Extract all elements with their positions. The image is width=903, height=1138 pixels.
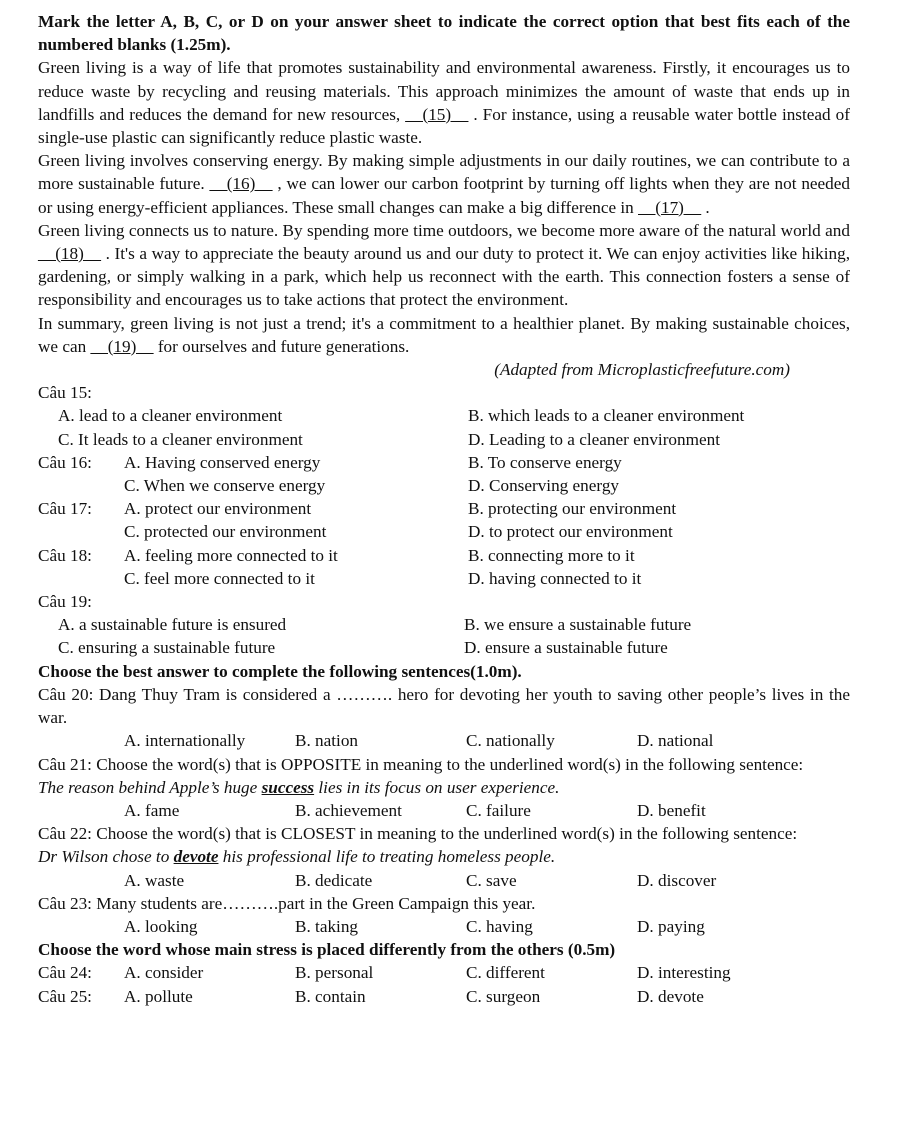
q22-option-b[interactable]: B. dedicate — [295, 870, 373, 890]
section1-heading: Mark the letter A, B, C, or D on your answer sheet to indicate the correct option that best fits each of the numbered blanks (1.25m). — [38, 12, 850, 55]
p4-text-a: In summary, green living is not just a trend; it's a commitment to a healthier planet. By making sustainable choices, we can — [38, 313, 850, 356]
q17-option-b[interactable]: B. protecting our environment — [468, 499, 677, 519]
q19-option-c[interactable]: C. ensuring a sustainable future — [58, 638, 276, 658]
q19-option-b[interactable]: B. we ensure a sustainable future — [464, 615, 692, 635]
section3-heading: Choose the word whose main stress is placed differently from the others (0.5m) — [38, 940, 616, 960]
q20-option-b[interactable]: B. nation — [295, 731, 359, 751]
q15-option-a[interactable]: A. lead to a cleaner environment — [58, 406, 283, 426]
q22-sentence-b: his professional life to treating homeless people. — [218, 847, 556, 867]
p2-text-b: , we can lower our carbon footprint by turning off lights when they are not needed or using energy-efficient appliances. These small changes can make a big difference in — [38, 174, 851, 217]
q21-option-c[interactable]: C. failure — [466, 800, 531, 820]
q25-label: Câu 25: — [38, 986, 92, 1006]
q24-option-d[interactable]: D. interesting — [637, 963, 731, 983]
p4-text-b: for ourselves and future generations. — [153, 336, 410, 356]
q20-option-c[interactable]: C. nationally — [466, 731, 555, 751]
q18-row1 — [38, 544, 850, 567]
q24-option-a[interactable]: A. consider — [124, 963, 204, 983]
q16-option-c[interactable]: C. When we conserve energy — [124, 476, 326, 496]
passage-paragraph-2 — [38, 149, 850, 219]
q21-option-b[interactable]: B. achievement — [295, 800, 402, 820]
q23-option-b[interactable]: B. taking — [295, 916, 359, 936]
q16-option-d[interactable]: D. Conserving energy — [468, 476, 620, 496]
q23-stem: Câu 23: Many students are……….part in the Green Campaign this year. — [38, 893, 536, 913]
q25-option-b[interactable]: B. contain — [295, 986, 366, 1006]
q15-option-d[interactable]: D. Leading to a cleaner environment — [468, 429, 720, 449]
blank-18: __(18)__ — [38, 244, 102, 264]
q23-option-d[interactable]: D. paying — [637, 916, 705, 936]
passage-paragraph-1 — [38, 56, 850, 149]
q25-option-a[interactable]: A. pollute — [124, 986, 193, 1006]
q19-option-d[interactable]: D. ensure a sustainable future — [464, 638, 668, 658]
p3-text-b: . It's a way to appreciate the beauty around us and our duty to protect it. We can enjoy activities like hiking, gardening, or simply walking in a park, which help us reconnect with the earth. This connection fosters a sense of responsibility and encourages us to take actions that protect the environment. — [38, 244, 850, 310]
q20-option-d[interactable]: D. national — [637, 731, 714, 751]
q18-option-a[interactable]: A. feeling more connected to it — [124, 545, 338, 565]
q21-underlined-word: success — [261, 777, 315, 797]
q22-sentence — [38, 845, 850, 868]
q15-options-row1 — [38, 404, 850, 427]
p3-text-a: Green living connects us to nature. By spending more time outdoors, we become more aware of the natural world and — [38, 220, 850, 240]
q23-option-c[interactable]: C. having — [466, 916, 533, 936]
q21-stem: Câu 21: Choose the word(s) that is OPPOSITE in meaning to the underlined word(s) in the following sentence: — [38, 754, 804, 774]
q16-row2 — [38, 474, 850, 497]
q21-sentence-b: lies in its focus on user experience. — [314, 777, 560, 797]
p2-text-c: . — [701, 197, 710, 217]
q15-option-c[interactable]: C. It leads to a cleaner environment — [58, 429, 303, 449]
q22-option-a[interactable]: A. waste — [124, 870, 185, 890]
blank-19: __(19)__ — [90, 336, 154, 356]
q25-option-d[interactable]: D. devote — [637, 986, 704, 1006]
q18-label: Câu 18: — [38, 545, 92, 565]
q22-options — [38, 869, 850, 892]
q15-option-b[interactable]: B. which leads to a cleaner environment — [468, 406, 745, 426]
q21-option-a[interactable]: A. fame — [124, 800, 180, 820]
q17-option-a[interactable]: A. protect our environment — [124, 499, 312, 519]
passage-paragraph-3 — [38, 219, 850, 312]
q23-options — [38, 915, 850, 938]
q21-options — [38, 799, 850, 822]
q17-option-d[interactable]: D. to protect our environment — [468, 522, 673, 542]
q16-label: Câu 16: — [38, 452, 92, 472]
q18-option-b[interactable]: B. connecting more to it — [468, 545, 635, 565]
p1-text-a: Green living is a way of life that promotes sustainability and environmental awareness. Firstly, it encourages us to reduce waste by recycling and reusing materials. This approach minimizes the amount of waste that ends up in landfills and reduces the demand for new resources, — [38, 58, 850, 124]
q19-option-a[interactable]: A. a sustainable future is ensured — [58, 615, 287, 635]
q19-label: Câu 19: — [38, 592, 92, 612]
q16-option-a[interactable]: A. Having conserved energy — [124, 452, 321, 472]
section2-heading: Choose the best answer to complete the following sentences(1.0m). — [38, 661, 522, 681]
q25-option-c[interactable]: C. surgeon — [466, 986, 541, 1006]
q18-option-c[interactable]: C. feel more connected to it — [124, 568, 315, 588]
q19-options-row2 — [38, 636, 850, 659]
q22-stem: Câu 22: Choose the word(s) that is CLOSEST in meaning to the underlined word(s) in the following sentence: — [38, 824, 798, 844]
q22-underlined-word: devote — [173, 847, 219, 867]
p1-text-b: . For instance, using a reusable water bottle instead of single-use plastic can significantly reduce plastic waste. — [38, 104, 850, 148]
q21-option-d[interactable]: D. benefit — [637, 800, 706, 820]
q18-row2 — [38, 567, 850, 590]
worksheet — [38, 10, 850, 1008]
p2-text-a: Green living involves conserving energy. By making simple adjustments in our daily routines, we can contribute to a more sustainable future. — [38, 151, 850, 194]
q24-row — [38, 961, 850, 984]
q23-option-a[interactable]: A. looking — [124, 916, 198, 936]
q15-options-row2 — [38, 428, 850, 451]
q18-option-d[interactable]: D. having connected to it — [468, 568, 642, 588]
q22-option-d[interactable]: D. discover — [637, 870, 717, 890]
q22-option-c[interactable]: C. save — [466, 870, 517, 890]
q21-sentence-a: The reason behind Apple’s huge — [38, 777, 262, 797]
q17-option-c[interactable]: C. protected our environment — [124, 522, 327, 542]
blank-15: __(15)__ — [405, 104, 469, 124]
q16-row1 — [38, 451, 850, 474]
q15-label: Câu 15: — [38, 383, 92, 403]
q20-options — [38, 729, 850, 752]
q24-option-c[interactable]: C. different — [466, 963, 545, 983]
q17-row2 — [38, 520, 850, 543]
q20-stem: Câu 20: Dang Thuy Tram is considered a ………. hero for devoting her youth to saving other people’s lives in the war. — [38, 684, 850, 728]
q16-option-b[interactable]: B. To conserve energy — [468, 452, 622, 472]
passage-paragraph-4 — [38, 312, 850, 358]
passage-source: (Adapted from Microplasticfreefuture.com) — [494, 360, 790, 380]
q24-label: Câu 24: — [38, 963, 92, 983]
q22-sentence-a: Dr Wilson chose to — [38, 847, 174, 867]
q17-label: Câu 17: — [38, 499, 92, 519]
q25-row — [38, 985, 850, 1008]
q21-sentence — [38, 776, 850, 799]
q24-option-b[interactable]: B. personal — [295, 963, 374, 983]
q19-options-row1 — [38, 613, 850, 636]
q20-option-a[interactable]: A. internationally — [124, 731, 246, 751]
blank-16: __(16)__ — [209, 174, 273, 194]
blank-17: __(17)__ — [638, 197, 702, 217]
q17-row1 — [38, 497, 850, 520]
